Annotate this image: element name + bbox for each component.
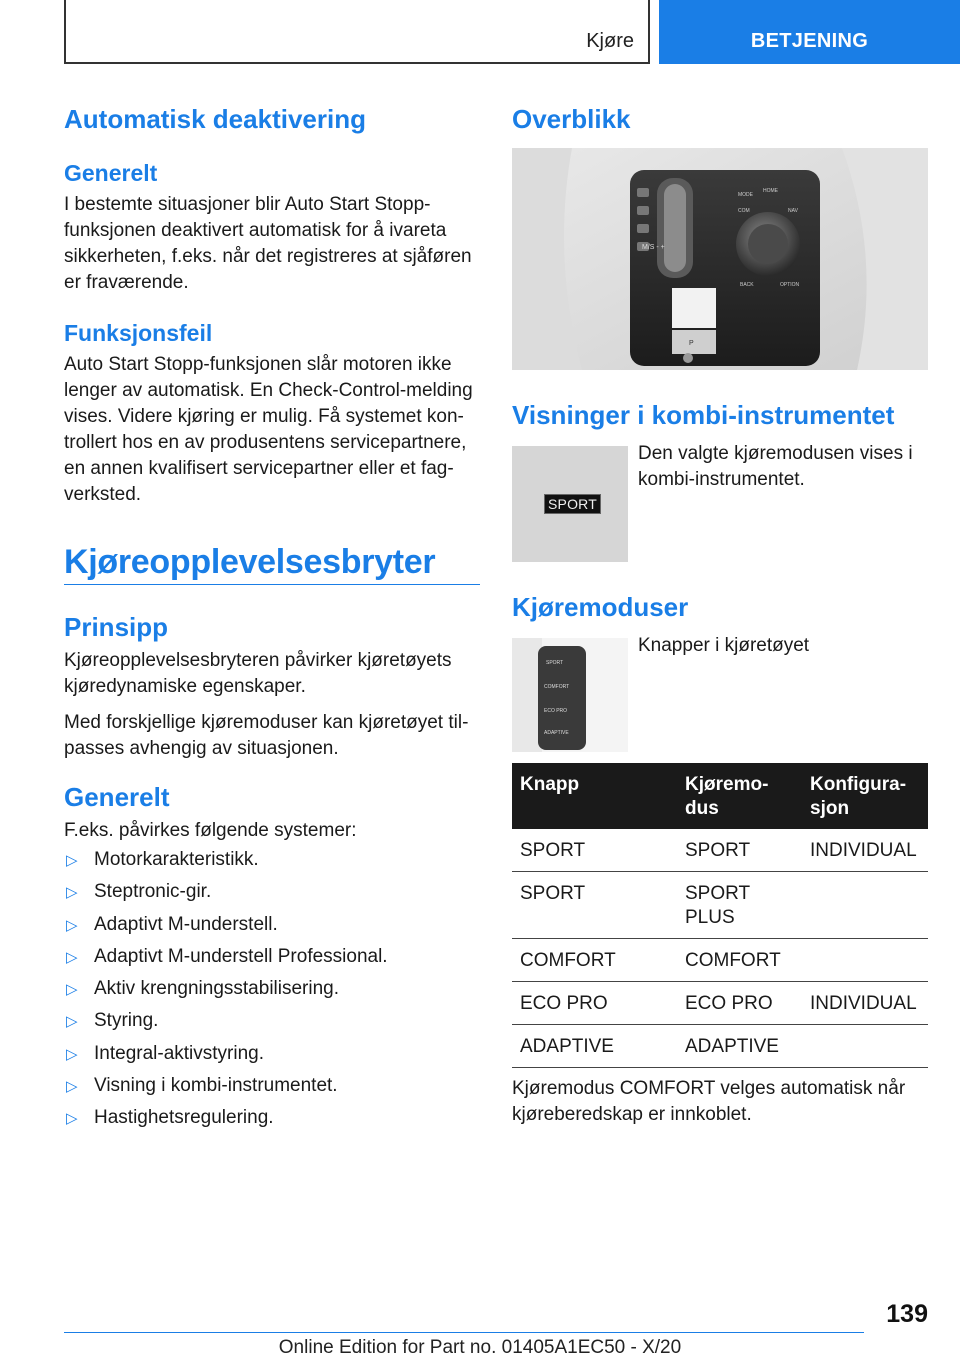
list-item xyxy=(64,879,480,911)
heading-automatisk-deaktivering: Automatisk deaktivering xyxy=(64,104,366,134)
table-cell xyxy=(512,1025,677,1068)
list-item xyxy=(64,944,480,976)
cell-line: ECO PRO xyxy=(685,993,773,1014)
paragraph-knapper: Knapper i kjøretøyet xyxy=(638,635,810,656)
header-line: Kjøremo- xyxy=(685,774,769,795)
cell-line: SPORT xyxy=(520,883,586,904)
console-label-mode: MODE xyxy=(738,192,753,198)
cell-line: INDIVIDUAL xyxy=(810,840,917,861)
list-item-text: Adaptivt M-understell. xyxy=(94,913,278,935)
text-line: sikkerheten, f.eks. når det registreres at sjåføren xyxy=(64,246,472,267)
list-item-text: Integral-aktivstyring. xyxy=(94,1042,265,1064)
heading-generelt-1: Generelt xyxy=(64,160,158,186)
table-header-cell xyxy=(802,763,928,829)
triangle-bullet-icon: ▷ xyxy=(66,852,78,869)
table-header-row xyxy=(512,763,928,829)
cell-line: ADAPTIVE xyxy=(520,1036,614,1057)
heading-overblikk: Overblikk xyxy=(512,104,631,134)
mode-button-panel xyxy=(538,646,586,750)
text-line: I bestemte situasjoner blir Auto Start Stopp- xyxy=(64,194,431,215)
heading-kjoremoduser: Kjøremoduser xyxy=(512,592,689,622)
table-cell xyxy=(677,982,802,1025)
cell-line: ECO PRO xyxy=(520,993,608,1014)
list-item-text: Visning i kombi-instrumentet. xyxy=(94,1074,338,1096)
list-item-text: Styring. xyxy=(94,1010,159,1032)
list-item-text: Adaptivt M-understell Professional. xyxy=(94,945,388,967)
triangle-bullet-icon: ▷ xyxy=(66,884,78,902)
text-line: Kjøremodus COMFORT velges automatisk når xyxy=(512,1078,906,1099)
paragraph-comfort-auto xyxy=(512,1076,928,1128)
table-cell xyxy=(802,982,928,1025)
table-row xyxy=(512,872,928,939)
table-cell xyxy=(677,1025,802,1068)
triangle-bullet-icon: ▷ xyxy=(66,1110,78,1127)
paragraph-prinsipp-2 xyxy=(64,710,480,762)
footer-rule xyxy=(64,1332,864,1333)
table-header-cell xyxy=(677,763,802,829)
text-line: kombi-instrumentet. xyxy=(638,469,805,490)
table-cell xyxy=(677,939,802,982)
text-line: kjøredynamiske egenskaper. xyxy=(64,676,306,697)
text-line: lenger av automatisk. En Check-Control-melding xyxy=(64,380,473,401)
list-item xyxy=(64,976,480,1008)
table-cell xyxy=(802,872,928,939)
list-item xyxy=(64,1105,480,1137)
paragraph-funksjonsfeil xyxy=(64,352,480,508)
triangle-bullet-icon: ▷ xyxy=(66,1077,78,1095)
heading-visninger: Visninger i kombi-instrumentet xyxy=(512,400,895,430)
triangle-bullet-icon: ▷ xyxy=(66,916,78,934)
triangle-bullet-icon: ▷ xyxy=(66,1013,78,1031)
center-console-illustration xyxy=(512,148,928,370)
heading-kjoreopplevelsesbryter: Kjøreopplevelsesbryter xyxy=(64,543,436,581)
text-line: trollert hos en av produsentens servicepartnere, xyxy=(64,432,467,453)
list-item xyxy=(64,1008,480,1040)
console-label-home: HOME xyxy=(763,188,778,194)
cell-line: INDIVIDUAL xyxy=(810,993,917,1014)
table-row xyxy=(512,829,928,872)
triangle-bullet-icon: ▷ xyxy=(66,948,78,966)
mode-buttons-photo xyxy=(512,638,628,752)
console-label-p: P xyxy=(689,340,694,347)
footer-edition: Online Edition for Part no. 01405A1EC50 - X/20 xyxy=(278,1337,682,1358)
cluster-display-image xyxy=(512,446,628,562)
heading-prinsipp: Prinsipp xyxy=(64,612,169,642)
text-line: en annen kvalifisert servicepartner eller et fag- xyxy=(64,458,454,479)
table-cell xyxy=(512,982,677,1025)
table-cell xyxy=(802,939,928,982)
table-header-cell xyxy=(512,763,677,829)
table-cell xyxy=(802,829,928,872)
list-item xyxy=(64,1073,480,1105)
header-chapter-tab: BETJENING xyxy=(659,0,960,64)
text-line: passes avhengig av situasjonen. xyxy=(64,738,339,759)
header-line: dus xyxy=(685,798,719,819)
console-label-mshift: M/S - + xyxy=(642,244,665,251)
cell-line: ADAPTIVE xyxy=(685,1036,779,1057)
paragraph-generelt-1 xyxy=(64,192,480,296)
text-line: kjøreberedskap er innkoblet. xyxy=(512,1104,752,1125)
text-line: funksjonen deaktivert automatisk for å ivareta xyxy=(64,220,447,241)
table-cell xyxy=(677,829,802,872)
header-line: Knapp xyxy=(520,774,580,795)
list-item-text: Aktiv krengningsstabilisering. xyxy=(94,978,340,999)
cell-line: SPORT xyxy=(520,840,586,861)
panel-label-eco-pro: ECO PRO xyxy=(544,708,568,714)
driving-modes-table xyxy=(512,763,928,1068)
paragraph-visninger xyxy=(638,441,928,493)
heading-generelt-2: Generelt xyxy=(64,782,170,812)
table-row xyxy=(512,1025,928,1068)
triangle-bullet-icon: ▷ xyxy=(66,1045,78,1063)
header-line: sjon xyxy=(810,798,850,819)
panel-label-sport: SPORT xyxy=(546,660,564,666)
list-item xyxy=(64,847,480,879)
console-label-nav: NAV xyxy=(788,208,798,214)
text-line: verksted. xyxy=(64,484,142,505)
cell-line: SPORT xyxy=(685,840,751,861)
cell-line: SPORT xyxy=(685,883,751,904)
list-item-text: Motorkarakteristikk. xyxy=(94,849,259,870)
paragraph-prinsipp-1 xyxy=(64,648,480,700)
console-label-option: OPTION xyxy=(780,282,800,288)
table-row xyxy=(512,982,928,1025)
list-item-text: Hastighetsregulering. xyxy=(94,1107,274,1128)
text-line: Den valgte kjøremodusen vises i xyxy=(638,443,913,464)
console-label-com: COM xyxy=(738,208,750,214)
cell-line: COMFORT xyxy=(520,950,616,971)
console-label-back: BACK xyxy=(740,282,754,288)
table-cell xyxy=(512,829,677,872)
heading-funksjonsfeil: Funksjonsfeil xyxy=(64,320,213,346)
panel-label-adaptive: ADAPTIVE xyxy=(544,730,569,736)
panel-label-comfort: COMFORT xyxy=(544,684,570,690)
list-item xyxy=(64,912,480,944)
text-line: vises. Videre kjøring er mulig. Få systemet kon- xyxy=(64,406,464,427)
paragraph-generelt-2: F.eks. påvirkes følgende systemer: xyxy=(64,820,357,841)
table-cell xyxy=(512,872,677,939)
section-rule xyxy=(64,584,480,585)
text-line: Kjøreopplevelsesbryteren påvirker kjøretøyets xyxy=(64,650,452,671)
cell-line: PLUS xyxy=(685,907,735,928)
center-console-photo xyxy=(512,148,928,370)
header-section: Kjøre xyxy=(586,30,634,52)
sport-display-badge: SPORT xyxy=(544,494,601,514)
table-cell xyxy=(802,1025,928,1068)
text-line: Auto Start Stopp-funksjonen slår motoren ikke xyxy=(64,354,452,375)
list-item xyxy=(64,1041,480,1073)
text-line: Med forskjellige kjøremoduser kan kjøretøyet til- xyxy=(64,712,469,733)
page-number: 139 xyxy=(886,1300,928,1328)
table-cell xyxy=(677,872,802,939)
text-line: er fraværende. xyxy=(64,272,189,293)
table-cell xyxy=(512,939,677,982)
header-line: Konfigura- xyxy=(810,774,907,795)
triangle-bullet-icon: ▷ xyxy=(66,981,78,998)
systems-list xyxy=(64,847,480,1137)
list-item-text: Steptronic-gir. xyxy=(94,881,212,903)
header-left-box xyxy=(64,0,650,64)
cell-line: COMFORT xyxy=(685,950,781,971)
table-row xyxy=(512,939,928,982)
